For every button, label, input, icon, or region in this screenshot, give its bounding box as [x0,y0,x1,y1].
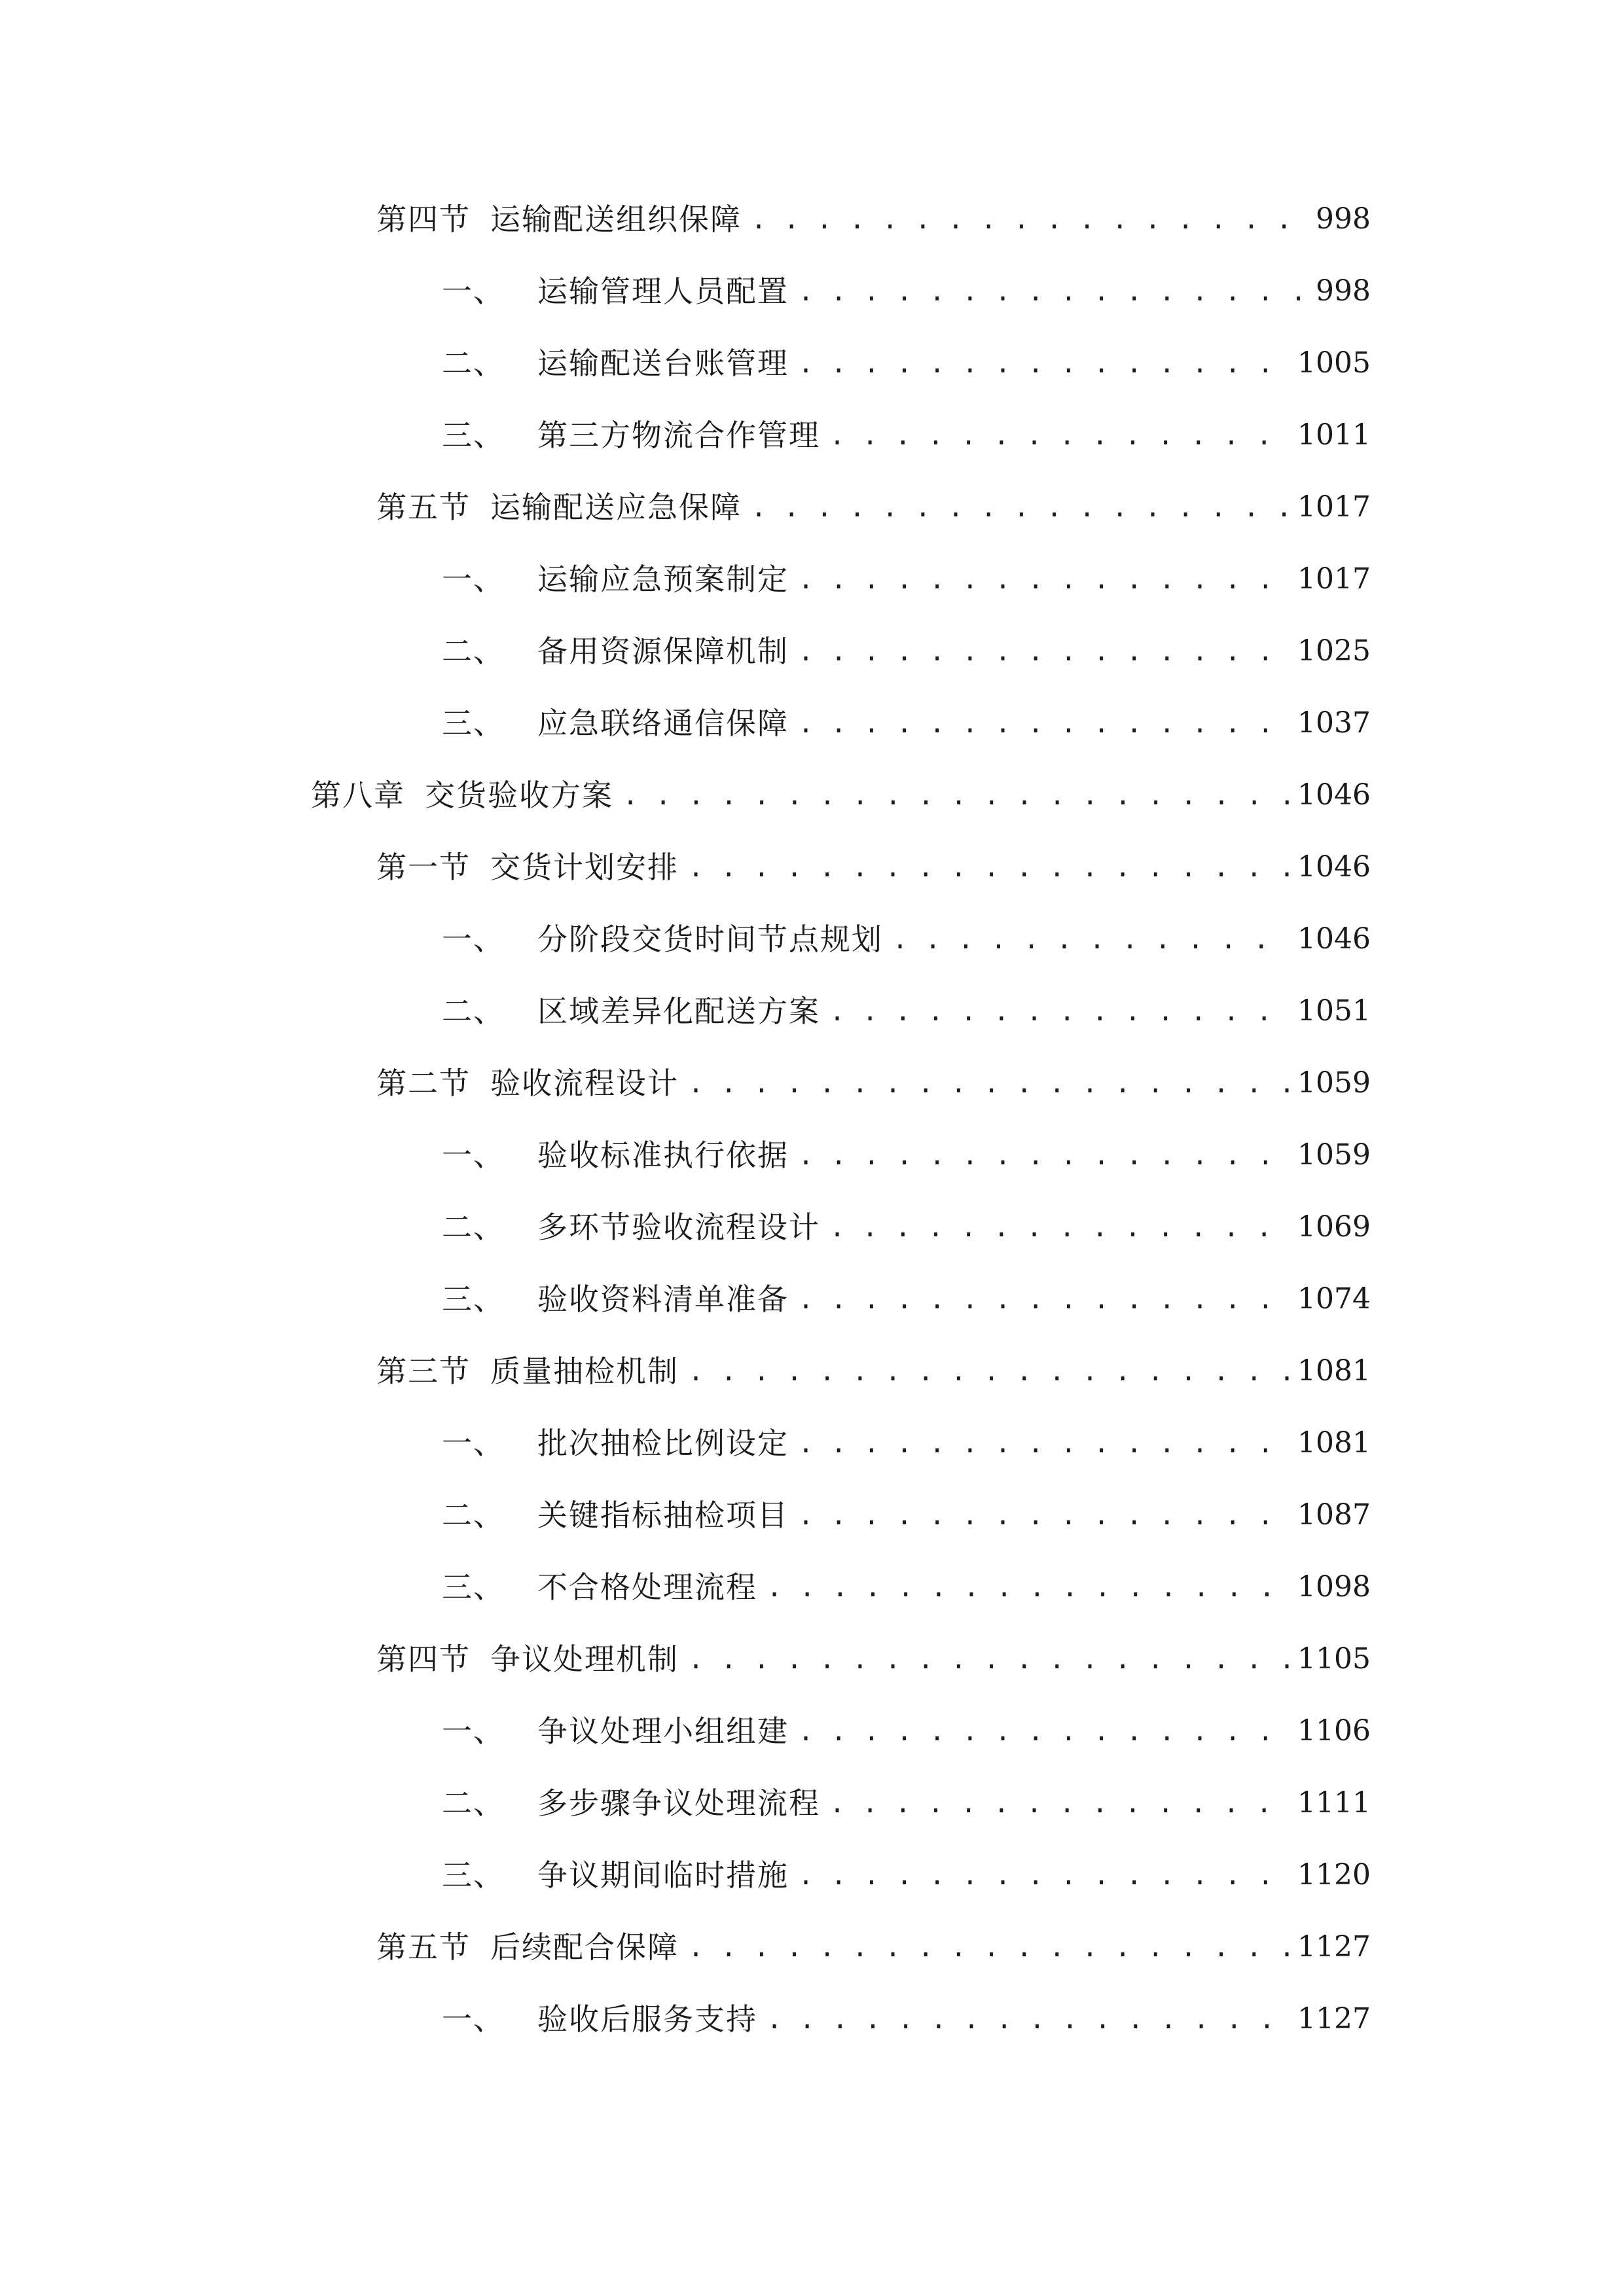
toc-entry-page-number: 1046 [1297,778,1371,812]
toc-entry-title: 验收流程设计 [490,1066,679,1101]
toc-entry-title: 验收后服务支持 [537,2001,757,2037]
toc-dot-leader [798,1284,1290,1314]
toc-entry-subsection[interactable] [0,1551,1624,1623]
toc-entry-page-number: 1098 [1297,1570,1371,1604]
toc-entry-text [442,706,789,741]
toc-entry-page-number: 1046 [1297,922,1371,956]
toc-entry-page-number: 1017 [1297,490,1371,524]
toc-dot-leader [798,1428,1290,1458]
toc-entry-label: 二、 [442,634,505,669]
toc-entry-page-number: 1051 [1297,994,1371,1028]
toc-entry-title: 区域差异化配送方案 [537,994,820,1029]
toc-entry-text [442,2001,757,2037]
toc-entry-title: 运输配送应急保障 [490,490,742,525]
toc-entry-title: 不合格处理流程 [537,1570,757,1605]
toc-entry-label: 第五节 [376,490,471,525]
toc-entry-page-number: 1106 [1297,1714,1371,1748]
toc-entry-title: 争议处理小组组建 [537,1713,789,1749]
toc-entry-text [376,1066,679,1101]
toc-dot-leader [688,1356,1290,1386]
toc-entry-label: 第八章 [311,778,405,813]
toc-dot-leader [798,1860,1290,1890]
toc-entry-label: 二、 [442,1210,505,1245]
toc-entry-label: 第五节 [376,1929,471,1965]
toc-entry-section[interactable] [0,1623,1624,1695]
toc-entry-title: 第三方物流合作管理 [537,418,820,453]
toc-entry-text [442,994,820,1029]
toc-entry-page-number: 1005 [1297,346,1371,380]
toc-entry-page-number: 1059 [1297,1138,1371,1172]
toc-entry-title: 争议处理机制 [490,1641,679,1677]
toc-entry-text [442,562,789,597]
toc-entry-page-number: 998 [1316,274,1371,308]
toc-entry-text [376,1641,679,1677]
toc-entry-title: 应急联络通信保障 [537,706,789,741]
toc-entry-subsection[interactable] [0,1191,1624,1263]
table-of-contents [0,183,1624,2055]
toc-dot-leader [798,276,1308,306]
toc-entry-title: 分阶段交货时间节点规划 [537,922,883,957]
toc-entry-section[interactable] [0,1335,1624,1407]
toc-dot-leader [767,1572,1290,1602]
toc-entry-subsection[interactable] [0,687,1624,759]
toc-entry-page-number: 1046 [1297,850,1371,884]
toc-entry-title: 运输配送组织保障 [490,202,742,237]
toc-dot-leader [829,996,1290,1026]
toc-entry-subsection[interactable] [0,1983,1624,2055]
toc-entry-title: 关键指标抽检项目 [537,1498,789,1533]
toc-entry-text [376,850,679,885]
toc-entry-text [442,1713,789,1749]
toc-entry-title: 验收标准执行依据 [537,1138,789,1173]
toc-entry-title: 后续配合保障 [490,1929,679,1965]
toc-entry-label: 二、 [442,994,505,1029]
toc-entry-text [442,1498,789,1533]
toc-entry-page-number: 1120 [1297,1858,1371,1892]
toc-entry-subsection[interactable] [0,975,1624,1047]
toc-entry-text [442,274,789,309]
toc-entry-title: 备用资源保障机制 [537,634,789,669]
toc-entry-text [442,1570,757,1605]
toc-dot-leader [798,564,1290,594]
toc-entry-page-number: 1069 [1297,1210,1371,1244]
toc-entry-label: 三、 [442,418,505,453]
toc-entry-text [442,922,883,957]
toc-entry-label: 第一节 [376,850,471,885]
toc-entry-label: 一、 [442,1426,505,1461]
toc-dot-leader [688,852,1290,882]
toc-dot-leader [798,708,1290,738]
toc-entry-page-number: 1127 [1297,2002,1371,2036]
toc-entry-text [442,1426,789,1461]
toc-entry-page-number: 1059 [1297,1066,1371,1100]
toc-dot-leader [798,636,1290,666]
toc-entry-title: 多步骤争议处理流程 [537,1785,820,1821]
toc-entry-section[interactable] [0,831,1624,903]
toc-entry-subsection[interactable] [0,1119,1624,1191]
toc-entry-page-number: 1127 [1297,1930,1371,1964]
toc-entry-text [442,1138,789,1173]
toc-entry-title: 争议期间临时措施 [537,1857,789,1893]
toc-entry-text [442,1282,789,1317]
toc-entry-text [442,1210,820,1245]
toc-entry-page-number: 1037 [1297,706,1371,740]
toc-entry-subsection[interactable] [0,1263,1624,1335]
toc-entry-page-number: 1081 [1297,1354,1371,1388]
toc-entry-page-number: 1074 [1297,1282,1371,1316]
toc-entry-subsection[interactable] [0,1839,1624,1911]
toc-dot-leader [829,420,1290,450]
toc-entry-title: 质量抽检机制 [490,1354,679,1389]
toc-dot-leader [767,2004,1290,2034]
toc-dot-leader [892,924,1290,954]
toc-dot-leader [798,1500,1290,1530]
toc-entry-label: 一、 [442,2001,505,2037]
toc-entry-page-number: 1017 [1297,562,1371,596]
toc-entry-section[interactable] [0,1911,1624,1983]
toc-entry-subsection[interactable] [0,399,1624,471]
toc-entry-subsection[interactable] [0,1407,1624,1479]
toc-entry-label: 一、 [442,1713,505,1749]
toc-entry-label: 二、 [442,1785,505,1821]
toc-entry-subsection[interactable] [0,1695,1624,1767]
toc-entry-title: 运输配送台账管理 [537,346,789,381]
toc-entry-text [442,634,789,669]
toc-entry-title: 交货验收方案 [425,778,613,813]
toc-entry-title: 验收资料清单准备 [537,1282,789,1317]
toc-entry-page-number: 998 [1316,202,1371,236]
toc-entry-label: 第四节 [376,202,471,237]
toc-dot-leader [751,204,1308,234]
toc-entry-section[interactable] [0,1047,1624,1119]
toc-dot-leader [798,1716,1290,1746]
toc-entry-title: 多环节验收流程设计 [537,1210,820,1245]
toc-entry-chapter[interactable] [0,759,1624,831]
toc-entry-subsection[interactable] [0,903,1624,975]
toc-entry-page-number: 1105 [1297,1642,1371,1676]
toc-entry-label: 一、 [442,562,505,597]
toc-entry-subsection[interactable] [0,1479,1624,1551]
toc-entry-title: 运输管理人员配置 [537,274,789,309]
toc-entry-page-number: 1087 [1297,1498,1371,1532]
toc-entry-section[interactable] [0,183,1624,255]
toc-entry-title: 运输应急预案制定 [537,562,789,597]
toc-entry-text [311,778,613,813]
toc-entry-subsection[interactable] [0,255,1624,327]
toc-dot-leader [751,492,1290,522]
toc-entry-text [376,1929,679,1965]
toc-dot-leader [688,1068,1290,1098]
toc-entry-text [376,1354,679,1389]
toc-entry-label: 一、 [442,1138,505,1173]
toc-entry-text [376,490,742,525]
toc-entry-text [442,1785,820,1821]
toc-entry-label: 二、 [442,346,505,381]
toc-entry-text [442,418,820,453]
toc-entry-label: 一、 [442,922,505,957]
toc-dot-leader [798,348,1290,378]
toc-entry-title: 交货计划安排 [490,850,679,885]
toc-entry-page-number: 1011 [1297,418,1371,452]
toc-entry-page-number: 1111 [1297,1786,1371,1820]
toc-entry-label: 三、 [442,1570,505,1605]
toc-entry-text [376,202,742,237]
toc-entry-page-number: 1081 [1297,1426,1371,1460]
toc-dot-leader [829,1788,1290,1818]
toc-entry-label: 第二节 [376,1066,471,1101]
toc-dot-leader [688,1644,1290,1674]
toc-entry-subsection[interactable] [0,615,1624,687]
toc-entry-subsection[interactable] [0,543,1624,615]
toc-entry-title: 批次抽检比例设定 [537,1426,789,1461]
toc-entry-label: 第三节 [376,1354,471,1389]
toc-entry-label: 三、 [442,1282,505,1317]
toc-entry-subsection[interactable] [0,327,1624,399]
toc-entry-label: 三、 [442,706,505,741]
toc-entry-text [442,346,789,381]
toc-dot-leader [623,780,1290,810]
toc-entry-label: 三、 [442,1857,505,1893]
toc-dot-leader [688,1932,1290,1962]
toc-entry-label: 一、 [442,274,505,309]
toc-dot-leader [798,1140,1290,1170]
toc-entry-page-number: 1025 [1297,634,1371,668]
toc-dot-leader [829,1212,1290,1242]
toc-entry-label: 第四节 [376,1641,471,1677]
toc-entry-subsection[interactable] [0,1767,1624,1839]
toc-entry-section[interactable] [0,471,1624,543]
toc-entry-text [442,1857,789,1893]
toc-entry-label: 二、 [442,1498,505,1533]
